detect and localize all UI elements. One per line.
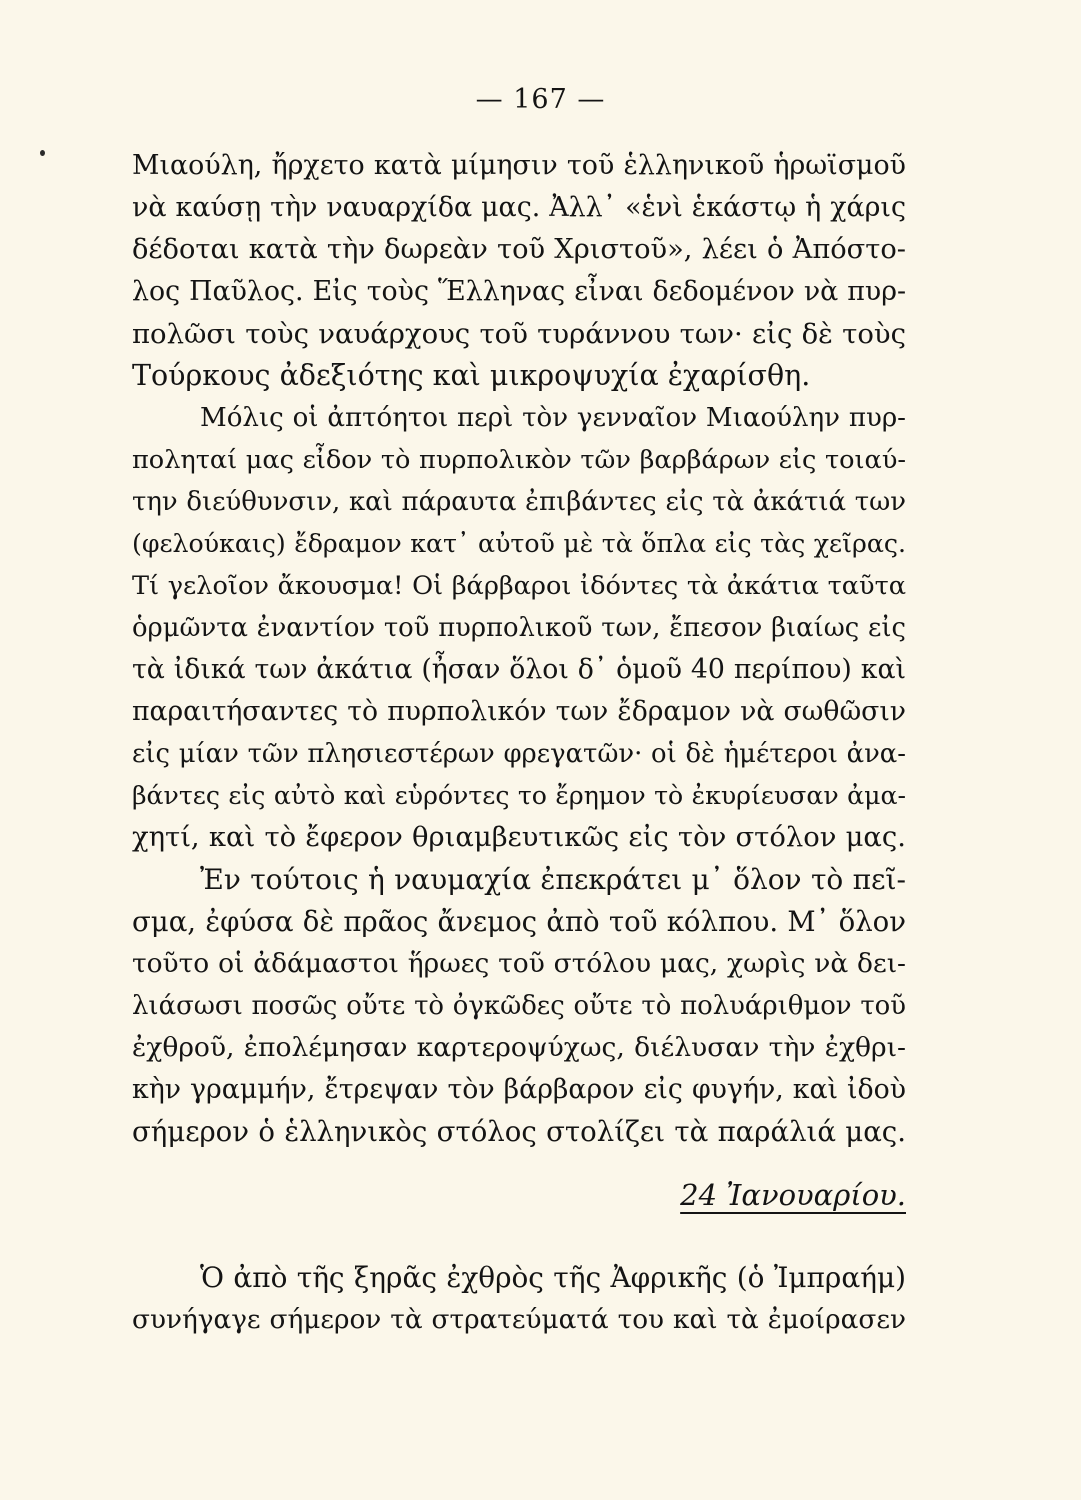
page-number: — 167 — (475, 84, 606, 115)
date-heading: 24 Ἰανουαρίου. (680, 1178, 906, 1212)
text-line: την διεύθυνσιν, καὶ πάραυτα ἐπιβάντες εἰς τὰ ἀκάτιά των (132, 487, 906, 517)
text-line: συνήγαγε σήμερον τὰ στρατεύματά του καὶ τὰ ἐμοίρασεν (132, 1305, 906, 1335)
ink-speck (40, 150, 45, 156)
text-line: λιάσωσι ποσῶς οὔτε τὸ ὀγκῶδες οὔτε τὸ πολυάριθμον τοῦ (132, 991, 906, 1021)
text-line: ἐχθροῦ, ἐπολέμησαν καρτεροψύχως, διέλυσαν τὴν ἐχθρι- (132, 1032, 906, 1063)
text-line: πολῶσι τοὺς ναυάρχους τοῦ τυράννου των· εἰς δὲ τοὺς (132, 318, 906, 350)
text-line: ὁρμῶντα ἐναντίον τοῦ πυρπολικοῦ των, ἔπεσον βιαίως εἰς (132, 613, 906, 643)
text-line: παραιτήσαντες τὸ πυρπολικόν των ἔδραμον νὰ σωθῶσιν (132, 696, 906, 727)
text-line: Ἐν τούτοις ἡ ναυμαχία ἐπεκράτει μ᾽ ὅλον τὸ πεῖ- (200, 863, 906, 896)
text-line: τοῦτο οἱ ἀδάμαστοι ἥρωες τοῦ στόλου μας, χωρὶς νὰ δει- (132, 948, 906, 979)
text-line: εἰς μίαν τῶν πλησιεστέρων φρεγατῶν· οἱ δὲ ἡμέτεροι ἀνα- (132, 739, 906, 769)
text-line: Ὁ ἀπὸ τῆς ξηρᾶς ἐχθρὸς τῆς Ἀφρικῆς (ὁ Ἰμπραήμ) (200, 1261, 906, 1294)
text-line: ποληταί μας εἶδον τὸ πυρπολικὸν τῶν βαρβάρων εἰς τοιαύ- (132, 445, 906, 475)
text-line: Μιαούλη, ἤρχετο κατὰ μίμησιν τοῦ ἑλληνικοῦ ἡρωϊσμοῦ (132, 150, 906, 181)
text-line: (φελούκαις) ἔδραμον κατ᾽ αὐτοῦ μὲ τὰ ὅπλα εἰς τὰς χεῖρας. (132, 529, 906, 558)
text-line: τὰ ἰδικά των ἀκάτια (ἦσαν ὅλοι δ᾽ ὁμοῦ 40 περίπου) καὶ (132, 654, 906, 685)
text-line: βάντες εἰς αὐτὸ καὶ εὑρόντες το ἔρημον τὸ ἐκυρίευσαν ἀμα- (132, 781, 906, 810)
text-line: Μόλις οἱ ἀπτόητοι περὶ τὸν γενναῖον Μιαούλην πυρ- (200, 403, 906, 433)
text-line: σμα, ἐφύσα δὲ πρᾶος ἄνεμος ἀπὸ τοῦ κόλπου. Μ᾽ ὅλον (132, 906, 906, 938)
text-line: Τί γελοῖον ἄκουσμα! Οἱ βάρβαροι ἰδόντες τὰ ἀκάτια ταῦτα (132, 571, 906, 601)
text-line: λος Παῦλος. Εἰς τοὺς Ἕλληνας εἶναι δεδομένον νὰ πυρ- (132, 276, 906, 307)
text-line: κὴν γραμμήν, ἔτρεψαν τὸν βάρβαρον εἰς φυγήν, καὶ ἰδοὺ (132, 1074, 906, 1105)
text-line: σήμερον ὁ ἑλληνικὸς στόλος στολίζει τὰ παράλιά μας. (132, 1116, 906, 1148)
text-line: χητί, καὶ τὸ ἔφερον θριαμβευτικῶς εἰς τὸν στόλον μας. (132, 822, 906, 853)
text-line: Τούρκους ἀδεξιότης καὶ μικροψυχία ἐχαρίσθη. (132, 359, 811, 392)
text-line: νὰ καύσῃ τὴν ναυαρχίδα μας. Ἀλλ᾽ «ἑνὶ ἑκάστῳ ἡ χάρις (132, 192, 906, 223)
text-line: δέδοται κατὰ τὴν δωρεὰν τοῦ Χριστοῦ», λέει ὁ Ἀπόστο- (132, 234, 906, 265)
